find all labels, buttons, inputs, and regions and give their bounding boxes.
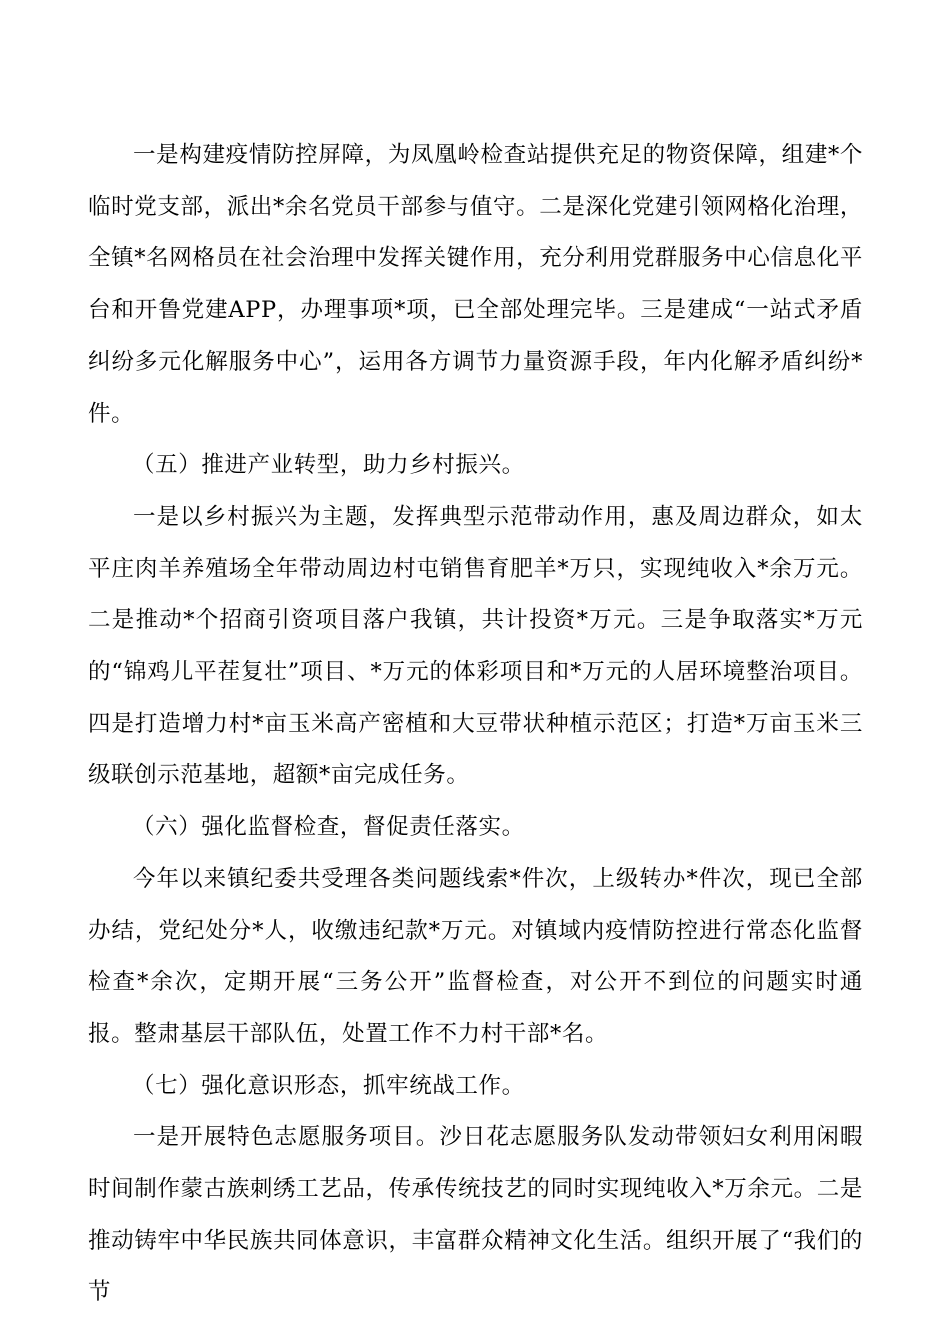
document-body [88,130,863,1319]
section-heading-5: （五）推进产业转型，助力乡村振兴。 [132,452,525,479]
paragraph-grassroots-governance: 一是构建疫情防控屏障，为凤凰岭检查站提供充足的物资保障，组建*个临时党支部，派出*余名党员干部参与值守。二是深化党建引领网格化治理，全镇*名网格员在社会治理中发挥关键作用，充分利用党群服务中心信息化平台和开鲁党建APP，办理事项*项，已全部处理完毕。三是建成“一站式矛盾纠纷多元化解服务中心”，运用各方调节力量资源手段，年内化解矛盾纠纷*件。 [88,142,863,427]
paragraph-ideology-united-front: 一是开展特色志愿服务项目。沙日花志愿服务队发动带领妇女利用闲暇时间制作蒙古族刺绣工艺品，传承传统技艺的同时实现纯收入*万余元。二是推动铸牢中华民族共同体意识，丰富群众精神文化生活。组织开展了“我们的节 [88,1124,863,1306]
section-heading-7: （七）强化意识形态，抓牢统战工作。 [132,1072,525,1099]
paragraph-supervision: 今年以来镇纪委共受理各类问题线索*件次，上级转办*件次，现已全部办结，党纪处分*人，收缴违纪款*万元。对镇域内疫情防控进行常态化监督检查*余次，定期开展“三务公开”监督检查，对公开不到位的问题实时通报。整肃基层干部队伍，处置工作不力村干部*名。 [88,865,863,1047]
section-heading-6: （六）强化监督检查，督促责任落实。 [132,814,525,841]
paragraph-industry-transformation: 一是以乡村振兴为主题，发挥典型示范带动作用，惠及周边群众，如太平庄肉羊养殖场全年带动周边村屯销售育肥羊*万只，实现纯收入*余万元。二是推动*个招商引资项目落户我镇，共计投资*万元。三是争取落实*万元的“锦鸡儿平茬复壮”项目、*万元的体彩项目和*万元的人居环境整治项目。四是打造增力村*亩玉米高产密植和大豆带状种植示范区；打造*万亩玉米三级联创示范基地，超额*亩完成任务。 [88,503,863,789]
